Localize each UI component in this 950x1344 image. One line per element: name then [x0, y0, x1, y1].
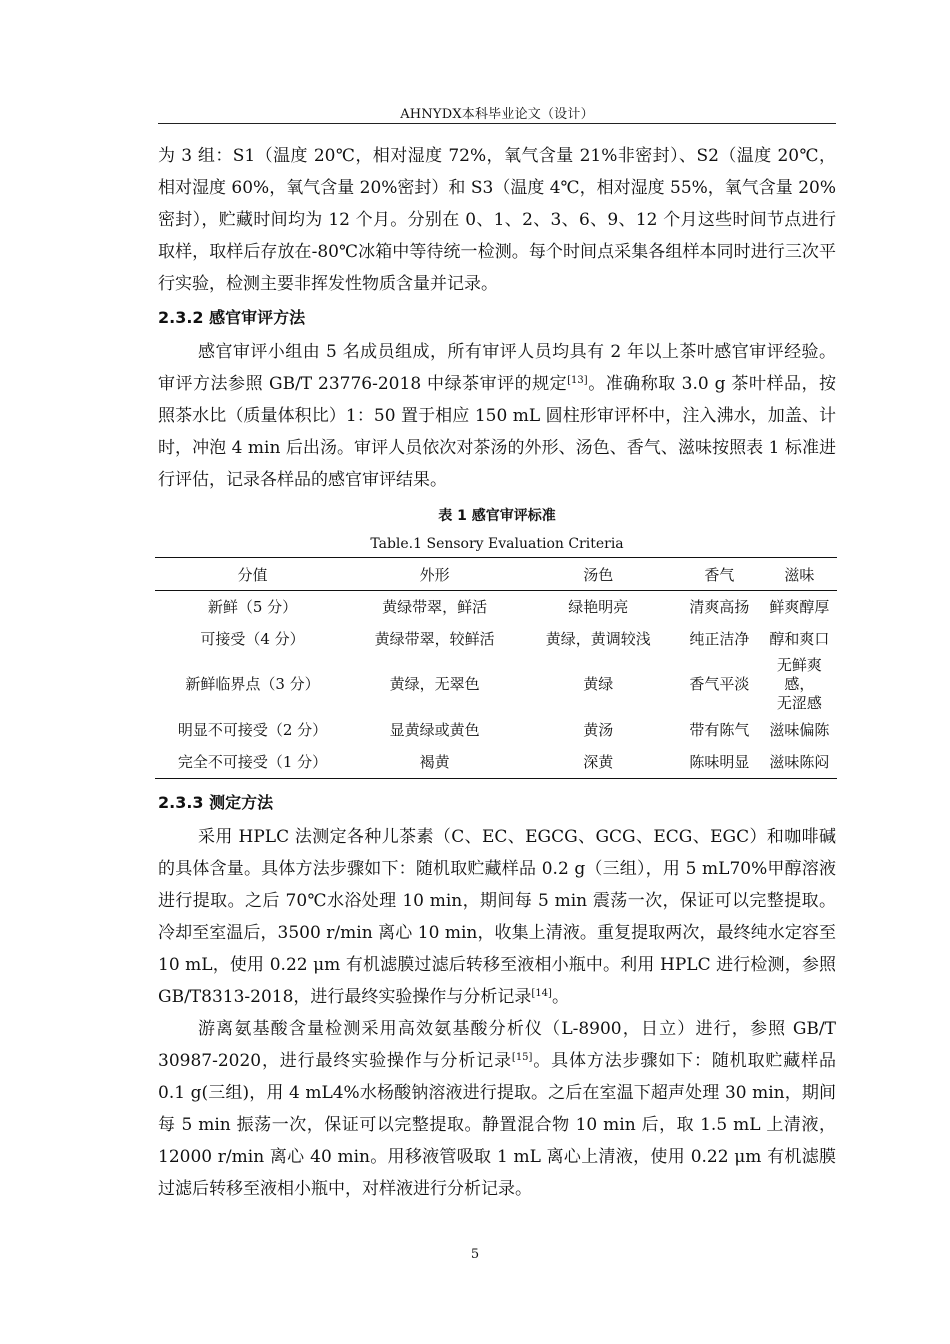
- amino-text-a: 游离氨基酸含量检测采用高效氨基酸分析仪（L-8900，日立）进行，参照 GB/T 30987-2020，进行最终实验操作与分析记录: [158, 1019, 836, 1071]
- table-row: [155, 655, 837, 714]
- paragraph-hplc-method: [158, 821, 836, 1013]
- table-row: [155, 623, 837, 655]
- sensory-text-b: 。准确称取 3.0 g 茶叶样品，按照茶水比（质量体积比）1：50 置于相应 150 mL 圆柱形审评杯中，注入沸水，加盖、计时，冲泡 4 min 后出汤。审评人员依次对茶汤的外形、汤色、香气、滋味按照表 1 标准进行评估，记录各样品的感官审评结果。: [158, 374, 836, 490]
- table-cell: 带有陈气: [689, 720, 750, 739]
- table-cell: 陈味明显: [677, 746, 762, 779]
- sensory-text-a: 感官审评小组由 5 名成员组成，所有审评人员均具有 2 年以上茶叶感官审评经验。审评方法参照 GB/T 23776-2018 中绿茶审评的规定: [158, 342, 836, 394]
- table-header-row: [155, 558, 837, 591]
- table-cell: 新鲜临界点（3 分）: [185, 675, 320, 693]
- table-row: [155, 714, 837, 746]
- table-row: [155, 746, 837, 779]
- table-caption-cn: 表 1 感官审评标准: [438, 508, 556, 524]
- table-cell: 褐黄: [350, 746, 519, 779]
- table-cell-two-line: [762, 655, 837, 714]
- section-heading-2-3-2: 2.3.2 感官审评方法: [158, 308, 306, 327]
- table-caption-en: Table.1 Sensory Evaluation Criteria: [370, 536, 624, 552]
- table-cell: 醇和爽口: [769, 629, 830, 648]
- table-cell: 黄绿: [583, 675, 614, 693]
- sensory-evaluation-table: [155, 557, 837, 779]
- col-header-score: 分值: [155, 558, 350, 591]
- amino-text-b: 。具体方法步骤如下：随机取贮藏样品 0.1 g(三组)，用 4 mL4%水杨酸钠溶液进行提取。之后在室温下超声处理 30 min，期间每 5 min 振荡一次，保证可以完整提取。静置混合物 10 min 后，取 1.5 mL 上清液，12000 r/min 离心 40 min。用移液管吸取 1 mL 离心上清液，使用 0.22 μm 有机滤膜过滤后转移至液相小瓶中，对样液进行分析记录。: [158, 1051, 837, 1199]
- paragraph-amino-acid-method: [158, 1013, 836, 1205]
- paragraph-storage-groups: 为 3 组：S1（温度 20℃，相对湿度 72%，氧气含量 21%非密封）、S2（温度 20℃，相对湿度 60%，氧气含量 20%密封）和 S3（温度 4℃，相对湿度 55%，氧气含量 20%密封），贮藏时间均为 12 个月。分别在 0、1、2、3、6、9、12 个月这些时间节点进行取样，取样后存放在-80℃冰箱中等待统一检测。每个时间点采集各组样本同时进行三次平行实验，检测主要非挥发性物质含量并记录。: [158, 146, 836, 294]
- citation-14[interactable]: [14]: [531, 988, 552, 999]
- table-cell: 滋味陈闷: [762, 746, 837, 779]
- table-cell: 明显不可接受（2 分）: [177, 720, 328, 739]
- page-body: [158, 140, 836, 1205]
- hplc-text-a: 采用 HPLC 法测定各种儿茶素（C、EC、EGCG、GCG、ECG、EGC）和咖啡碱的具体含量。具体方法步骤如下：随机取贮藏样品 0.2 g（三组），用 5 mL70%甲醇溶液进行提取。之后 70℃水浴处理 10 min，期间每 5 min 震荡一次，保证可以完整提取。冷却至室温后，3500 r/min 离心 10 min，收集上清液。重复提取两次，最终纯水定容至 10 mL，使用 0.22 μm 有机滤膜过滤后转移至液相小瓶中。利用 HPLC 进行检测，参照 GB/T8313-2018，进行最终实验操作与分析记录: [158, 827, 836, 1007]
- table-cell: 新鲜（5 分）: [207, 597, 298, 616]
- table-cell: 深黄: [519, 746, 677, 779]
- table-cell: 显黄绿或黄色: [389, 720, 480, 739]
- col-header-appearance: 外形: [350, 558, 519, 591]
- table-cell: 绿艳明亮: [568, 597, 629, 616]
- table-cell: 黄绿带翠，较鲜活: [374, 629, 495, 648]
- hplc-text-b: 。: [551, 987, 569, 1007]
- col-header-aroma: 香气: [677, 558, 762, 591]
- table-cell: 可接受（4 分）: [200, 629, 305, 648]
- section-heading-2-3-3: 2.3.3 测定方法: [158, 793, 274, 812]
- table-row: [155, 591, 837, 624]
- citation-15[interactable]: [15]: [511, 1052, 533, 1063]
- table-cell: 鲜爽醇厚: [769, 597, 830, 616]
- table-cell: 完全不可接受（1 分）: [155, 746, 350, 779]
- cell-line: 无鲜爽感，: [776, 656, 822, 693]
- table-cell: 黄绿，无翠色: [389, 675, 480, 693]
- paragraph-sensory-method: [158, 336, 836, 496]
- col-header-liquor-color: 汤色: [519, 558, 677, 591]
- page-number: 5: [470, 1247, 480, 1262]
- col-header-taste: 滋味: [762, 558, 837, 591]
- cell-line: 无涩感: [776, 694, 822, 712]
- citation-13[interactable]: [13]: [567, 375, 588, 386]
- table-cell: 滋味偏陈: [769, 720, 830, 739]
- table-cell: 黄汤: [583, 720, 614, 739]
- table-cell: 黄绿带翠，鲜活: [382, 597, 488, 616]
- table-cell: 香气平淡: [689, 675, 750, 693]
- table-cell: 清爽高扬: [689, 597, 750, 616]
- header-rule: [158, 123, 836, 124]
- table-cell: 纯正洁净: [689, 629, 750, 648]
- table-cell: 黄绿，黄调较浅: [545, 629, 651, 648]
- running-header: AHNYDX本科毕业论文（设计）: [400, 107, 594, 122]
